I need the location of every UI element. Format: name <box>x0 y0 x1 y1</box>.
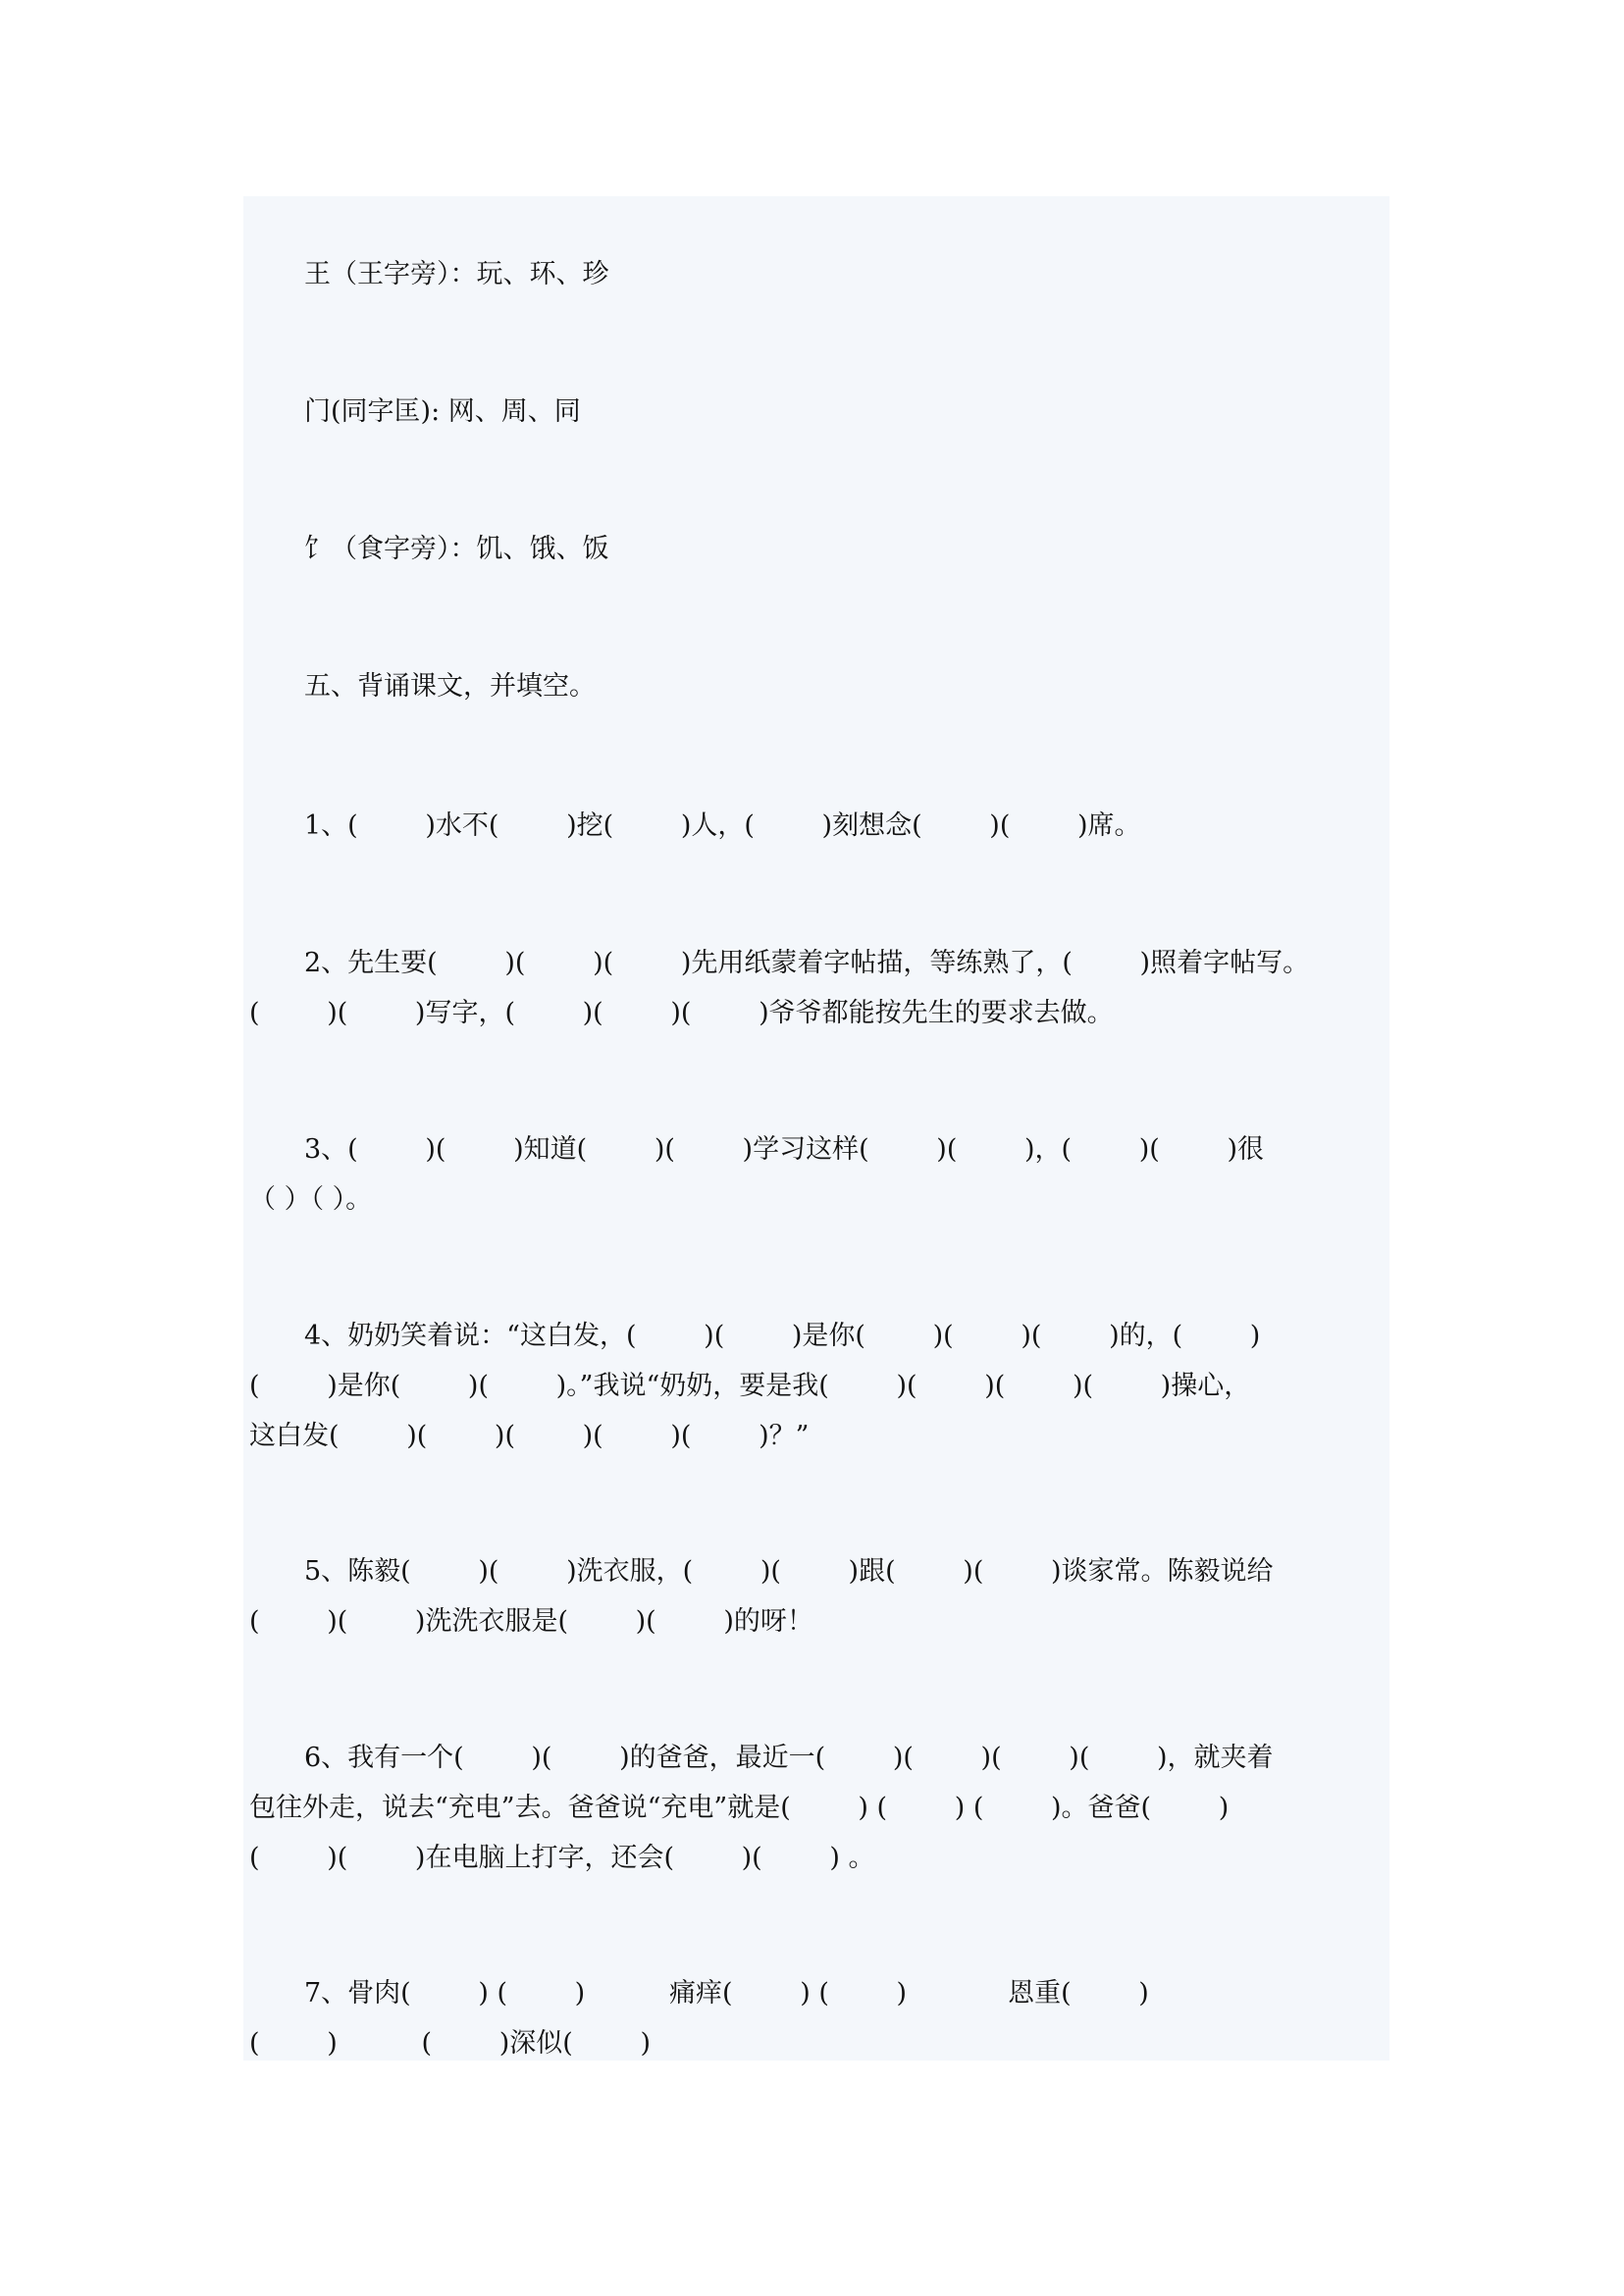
item-5-line-2: ( )( )洗洗衣服是( )( )的呀！ <box>249 1606 813 1637</box>
item-6-line-3: ( )( )在电脑上打字，还会( )( ) 。 <box>249 1843 875 1873</box>
item-4-line-2: ( )是你( )( )。”我说“奶奶，要是我( )( )( )( )操心， <box>249 1371 1251 1401</box>
item-6-line-2: 包往外走，说去“充电”去。爸爸说“充电”就是( ) ( ) ( )。爸爸( ) <box>249 1793 1230 1823</box>
radical-line-1: 王（王字旁）：玩、环、珍 <box>304 259 609 289</box>
radical-line-3: 饣（食字旁）：饥、饿、饭 <box>304 534 609 564</box>
section-heading: 五、背诵课文，并填空。 <box>304 671 596 702</box>
item-3-line-1: 3、( )( )知道( )( )学习这样( )( )，( )( )很 <box>304 1134 1264 1165</box>
document-panel <box>243 196 1389 2061</box>
item-2-line-2: ( )( )写字，( )( )( )爷爷都能按先生的要求去做。 <box>249 998 1114 1028</box>
item-5-line-1: 5、陈毅( )( )洗衣服，( )( )跟( )( )谈家常。陈毅说给 <box>304 1556 1274 1587</box>
item-4-line-1: 4、奶奶笑着说：“这白发，( )( )是你( )( )( )的，( ) <box>304 1321 1261 1351</box>
item-6-line-1: 6、我有一个( )( )的爸爸，最近一( )( )( )( )，就夹着 <box>304 1743 1274 1773</box>
item-7-line-2: ( ) ( )深似( ) <box>249 2028 652 2059</box>
item-4-line-3: 这白发( )( )( )( )( )？” <box>249 1421 810 1451</box>
item-1-line-1: 1、( )水不( )挖( )人，( )刻想念( )( )席。 <box>304 810 1141 841</box>
item-7-line-1: 7、骨肉( ) ( ) 痛痒( ) ( ) 恩重( ) <box>304 1978 1149 2009</box>
radical-line-2: 门(同字匡): 网、周、同 <box>304 396 581 427</box>
item-3-line-2: （ ）（ ）。 <box>249 1184 373 1215</box>
item-2-line-1: 2、先生要( )( )( )先用纸蒙着字帖描，等练熟了，( )照着字帖写。 <box>304 948 1310 978</box>
